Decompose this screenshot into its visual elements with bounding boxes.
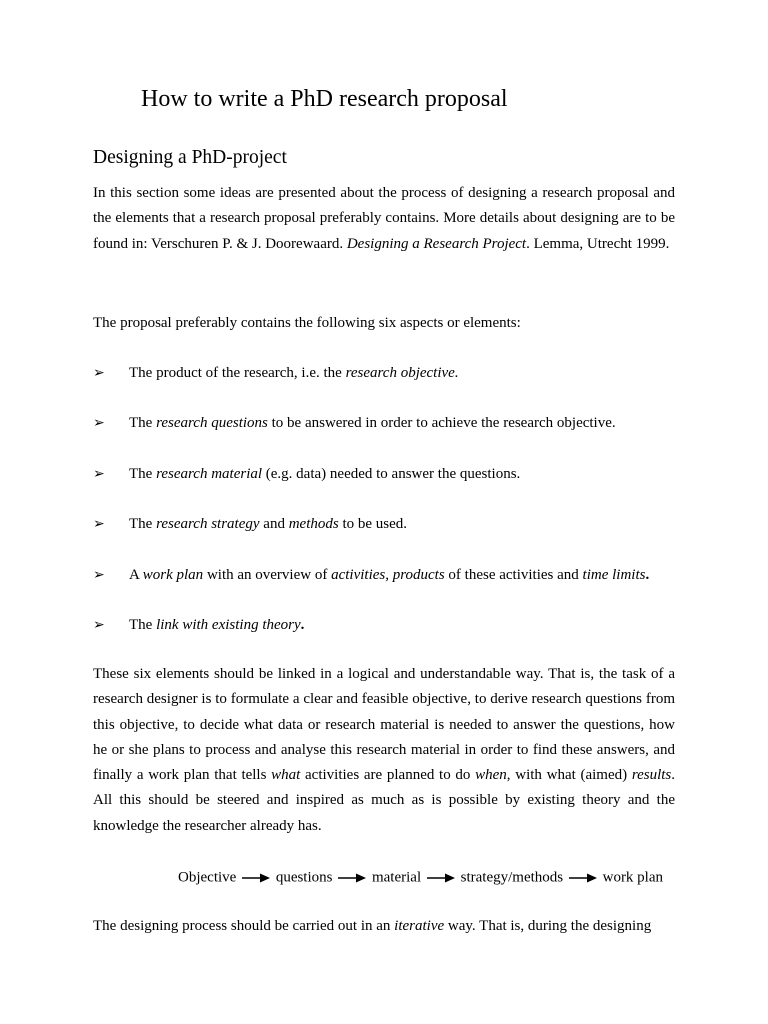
intro-paragraph (93, 181, 675, 257)
list-item-emphasis: research strategy (156, 516, 260, 532)
list-item-emphasis: methods (288, 516, 339, 532)
list-item-part: The (129, 617, 157, 633)
arrow-bullet-icon: ➢ (93, 516, 105, 532)
paragraph-text: . All this should be steered and inspired as much as is possible by existing theory and the knowledge the researcher already has. (93, 767, 676, 834)
paragraph-text: , with what (aimed) (506, 767, 632, 784)
emphasis-iterative: iterative (394, 918, 445, 934)
list-item-emphasis: activities, products (331, 567, 445, 583)
list-item-part: (e.g. data) needed to answer the questions. (262, 466, 521, 482)
list-item-part: The (129, 516, 157, 532)
list-item-text (129, 613, 304, 638)
flow-step: Objective (178, 869, 237, 886)
linking-paragraph (93, 662, 675, 839)
right-arrow-icon (426, 872, 456, 884)
list-item-part: . (645, 567, 650, 583)
arrow-bullet-icon: ➢ (93, 567, 105, 583)
list-item-part: to be used. (338, 516, 408, 532)
list-item-part: A (129, 567, 143, 583)
document-title: How to write a PhD research proposal (141, 86, 508, 112)
right-arrow-icon (337, 872, 367, 884)
emphasis-results: results (631, 767, 672, 784)
list-item-text (129, 563, 649, 588)
list-item-part: The (129, 466, 157, 482)
intro-text-2: . Lemma, Utrecht 1999. (526, 235, 670, 252)
intro-text-1: In this section some ideas are presented about the process of designing a research proposal and the elements that a research proposal preferably contains. More details about designing are to be found in: Verschuren P. & J. Doorewaard. (93, 185, 675, 252)
right-arrow-icon (241, 872, 271, 884)
flow-step: strategy/methods (460, 869, 564, 886)
list-item-text (129, 512, 407, 537)
list-item-emphasis: time limits (582, 567, 646, 583)
list-item-part: with an overview of (203, 567, 332, 583)
list-item-part: . (300, 617, 305, 633)
book-title: Designing a Research Project (346, 235, 527, 252)
arrow-bullet-icon: ➢ (93, 466, 105, 482)
process-flow (178, 866, 663, 889)
list-item-part: of these activities and (444, 567, 583, 583)
list-item-text (129, 361, 459, 386)
list-item-emphasis: work plan (142, 567, 204, 583)
right-arrow-icon (568, 872, 598, 884)
iterative-paragraph (93, 914, 675, 939)
list-item-emphasis: research questions (156, 415, 268, 431)
list-item-part: to be answered in order to achieve the research objective. (267, 415, 616, 431)
emphasis-what: what (271, 767, 301, 784)
list-item-text (129, 462, 520, 487)
arrow-bullet-icon: ➢ (93, 617, 105, 633)
section-heading: Designing a PhD-project (93, 147, 287, 168)
paragraph-text: activities are planned to do (300, 767, 476, 784)
list-item-part: and (259, 516, 289, 532)
paragraph-text: These six elements should be linked in a logical and understandable way. That is, the task of a research designer is to formulate a clear and feasible objective, to derive research questions from this objective, to decide what data or research material is needed to answer the questions, how he or she plans to process and analyse this research material in order to find these answers, and finally a work plan that tells (93, 666, 675, 784)
arrow-bullet-icon: ➢ (93, 415, 105, 431)
list-item-emphasis: research objective. (345, 365, 459, 381)
list-item-emphasis: research material (156, 466, 263, 482)
emphasis-when: when (475, 767, 507, 784)
list-item-part: The product of the research, i.e. the (129, 365, 346, 381)
flow-step: material (371, 869, 422, 886)
paragraph-text: The designing process should be carried out in an (93, 918, 395, 934)
list-lead-paragraph: The proposal preferably contains the following six aspects or elements: (93, 315, 521, 331)
list-item-emphasis: link with existing theory (156, 617, 301, 633)
paragraph-text: way. That is, during the designing (444, 918, 652, 934)
arrow-bullet-icon: ➢ (93, 365, 105, 381)
list-item-part: The (129, 415, 157, 431)
flow-step: work plan (602, 869, 664, 886)
flow-step: questions (275, 869, 333, 886)
list-item-text (129, 411, 616, 436)
